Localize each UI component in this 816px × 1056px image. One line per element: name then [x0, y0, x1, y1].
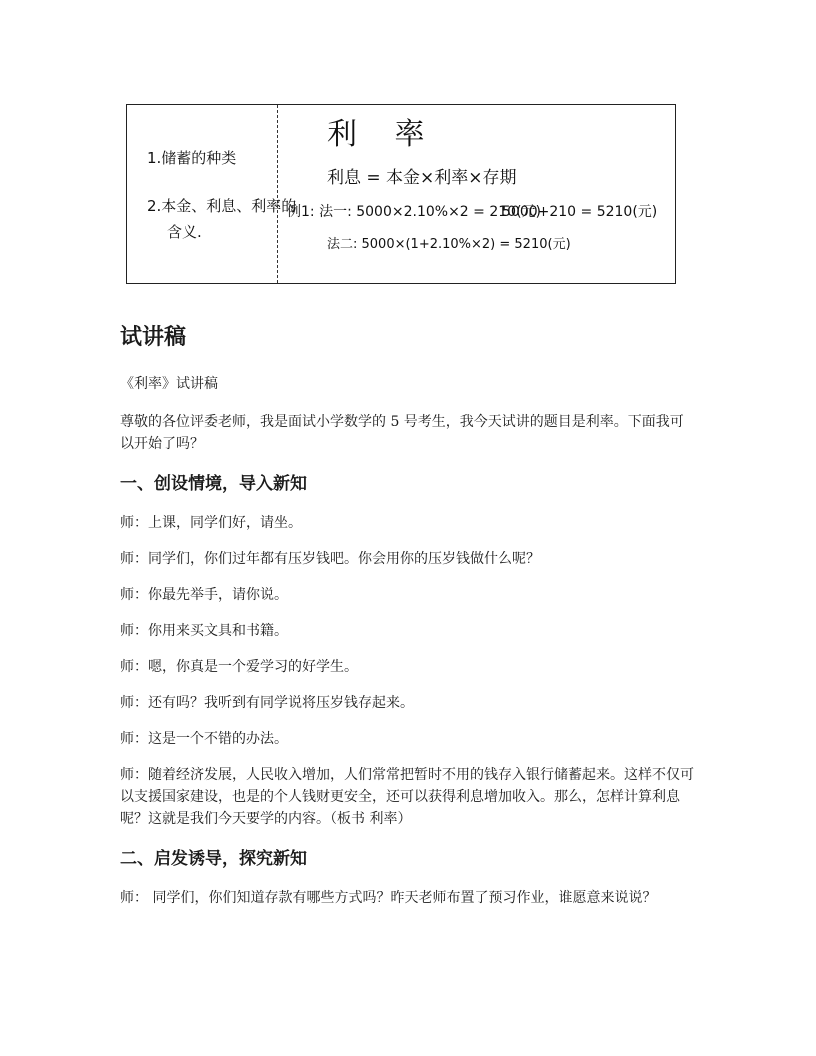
board-formula: 利息 = 本金×利率×存期	[327, 168, 517, 188]
section2-heading: 二、启发诱导，探究新知	[120, 849, 307, 869]
board-divider	[277, 105, 278, 283]
board-example-method1-cont: 5000+210 = 5210(元)	[502, 204, 658, 220]
section1-line: 师：随着经济发展，人民收入增加，人们常常把暂时不用的钱存入银行储蓄起来。这样不仅可以支援国家建设，也是的个人钱财更安全，还可以获得利息增加收入。那么，怎样计算利息呢？这就是我们今天要学的内容。（板书 利率）	[120, 767, 694, 827]
document-title: 试讲稿	[120, 325, 187, 350]
blackboard-sketch	[126, 104, 676, 284]
section1-line: 师：同学们，你们过年都有压岁钱吧。你会用你的压岁钱做什么呢？	[120, 551, 540, 567]
section2-line: 师： 同学们，你们知道存款有哪些方式吗？昨天老师布置了预习作业，谁愿意来说说？	[120, 890, 657, 906]
section1-line: 师：上课，同学们好，请坐。	[120, 515, 302, 531]
board-left-item-2-cont: 含义.	[167, 223, 202, 241]
document-subtitle: 《利率》试讲稿	[120, 376, 218, 392]
section1-line: 师：这是一个不错的办法。	[120, 731, 288, 747]
board-example-method2: 法二: 5000×(1+2.10%×2) = 5210(元)	[327, 237, 571, 252]
board-left-item-2: 2.本金、利息、利率的	[147, 197, 297, 215]
section1-line: 师：你用来买文具和书籍。	[120, 623, 288, 639]
board-example-method1: 例1: 法一: 5000×2.10%×2 = 210(元)	[287, 204, 541, 220]
board-left-item-1: 1.储蓄的种类	[147, 149, 237, 167]
document-body	[120, 320, 696, 923]
section1-line: 师：你最先举手，请你说。	[120, 587, 288, 603]
board-title: 利 率	[327, 117, 439, 152]
section1-line: 师：还有吗？我听到有同学说将压岁钱存起来。	[120, 695, 414, 711]
intro-paragraph: 尊敬的各位评委老师，我是面试小学数学的 5 号考生，我今天试讲的题目是利率。下面我可以开始了吗？	[120, 414, 684, 452]
section1-heading: 一、创设情境，导入新知	[120, 474, 307, 494]
section1-line: 师：嗯，你真是一个爱学习的好学生。	[120, 659, 358, 675]
